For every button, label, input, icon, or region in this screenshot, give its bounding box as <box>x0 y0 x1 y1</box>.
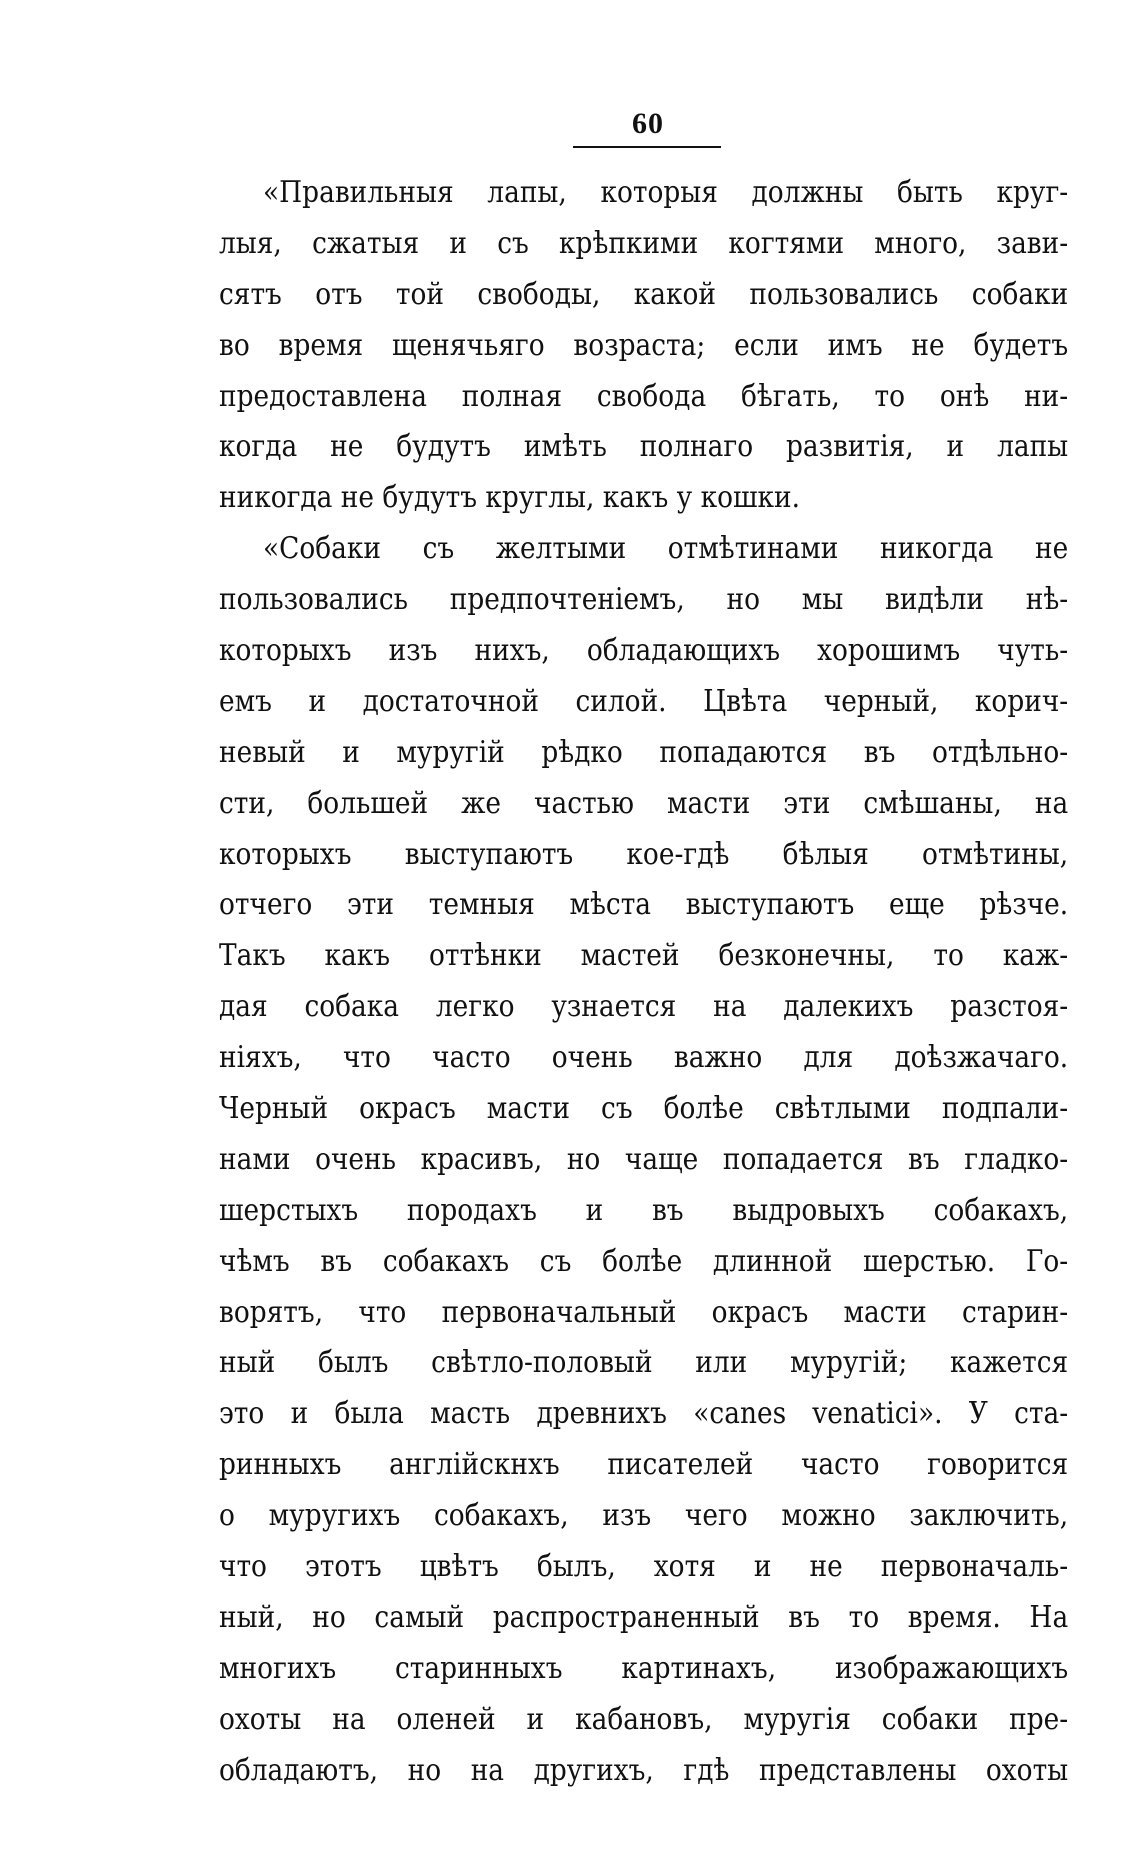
text-line: о муругихъ собакахъ, изъ чего можно заключить, <box>219 1498 1069 1534</box>
text-line: отчего эти темныя мѣста выступаютъ еще рѣзче. <box>219 887 1069 923</box>
text-line: пользовались предпочтеніемъ, но мы видѣли нѣ- <box>219 582 1069 618</box>
text-line: «Правильныя лапы, которыя должны быть круг- <box>263 175 1069 210</box>
text-line: Черный окрасъ масти съ болѣе свѣтлыми подпали- <box>219 1091 1069 1127</box>
text-line: невый и муругій рѣдко попадаются въ отдѣльно- <box>219 734 1069 770</box>
text-line: ніяхъ, что часто очень важно для доѣзжачаго. <box>219 1040 1069 1076</box>
text-line: когда не будутъ имѣть полнаго развитія, и лапы <box>219 429 1069 465</box>
text-line: во время щенячьяго возраста; если имъ не будетъ <box>219 327 1069 363</box>
text-line: охоты на оленей и кабановъ, муругія собаки пре- <box>219 1701 1069 1737</box>
text-line: обладаютъ, но на другихъ, гдѣ представлены охоты <box>219 1752 1069 1788</box>
text-line: «Собаки съ желтыми отмѣтинами никогда не <box>263 531 1069 567</box>
text-line: ный былъ свѣтло-половый или муругій; кажется <box>219 1345 1069 1381</box>
text-line: которыхъ изъ нихъ, обладающихъ хорошимъ чуть- <box>219 633 1069 669</box>
text-line: что этотъ цвѣтъ былъ, хотя и не первоначаль- <box>219 1549 1069 1585</box>
text-line: сти, большей же частью масти эти смѣшаны, на <box>219 785 1069 821</box>
text-line: шерстыхъ породахъ и въ выдровыхъ собакахъ, <box>219 1192 1069 1228</box>
text-line: Такъ какъ оттѣнки мастей безконечны, то каж- <box>219 938 1069 974</box>
body-text <box>219 168 1069 1797</box>
text-line: емъ и достаточной силой. Цвѣта черный, корич- <box>219 683 1069 719</box>
page-number: 60 <box>632 107 664 140</box>
text-line: предоставлена полная свобода бѣгать, то онѣ ни- <box>219 378 1069 414</box>
text-line: это и была масть древнихъ «canes venatici». У ста- <box>219 1396 1069 1432</box>
text-line: ворятъ, что первоначальный окрасъ масти старин- <box>219 1294 1069 1330</box>
text-line: ный, но самый распространенный въ то время. На <box>219 1599 1069 1635</box>
text-line: нами очень красивъ, но чаще попадается въ гладко- <box>219 1141 1069 1177</box>
text-line: лыя, сжатыя и съ крѣпкими когтями много, зави- <box>219 225 1069 261</box>
text-line: сятъ отъ той свободы, какой пользовались собаки <box>219 276 1069 312</box>
text-line: которыхъ выступаютъ кое-гдѣ бѣлыя отмѣтины, <box>219 836 1069 872</box>
text-line: никогда не будутъ круглы, какъ у кошки. <box>219 480 801 516</box>
text-line: дая собака легко узнается на далекихъ разстоя- <box>219 989 1069 1025</box>
page-number-rule <box>573 146 721 148</box>
text-line: ринныхъ англійскнхъ писателей часто говорится <box>219 1447 1069 1483</box>
text-line: чѣмъ въ собакахъ съ болѣе длинной шерстью. Го- <box>219 1243 1069 1279</box>
text-line: многихъ старинныхъ картинахъ, изображающихъ <box>219 1650 1069 1686</box>
